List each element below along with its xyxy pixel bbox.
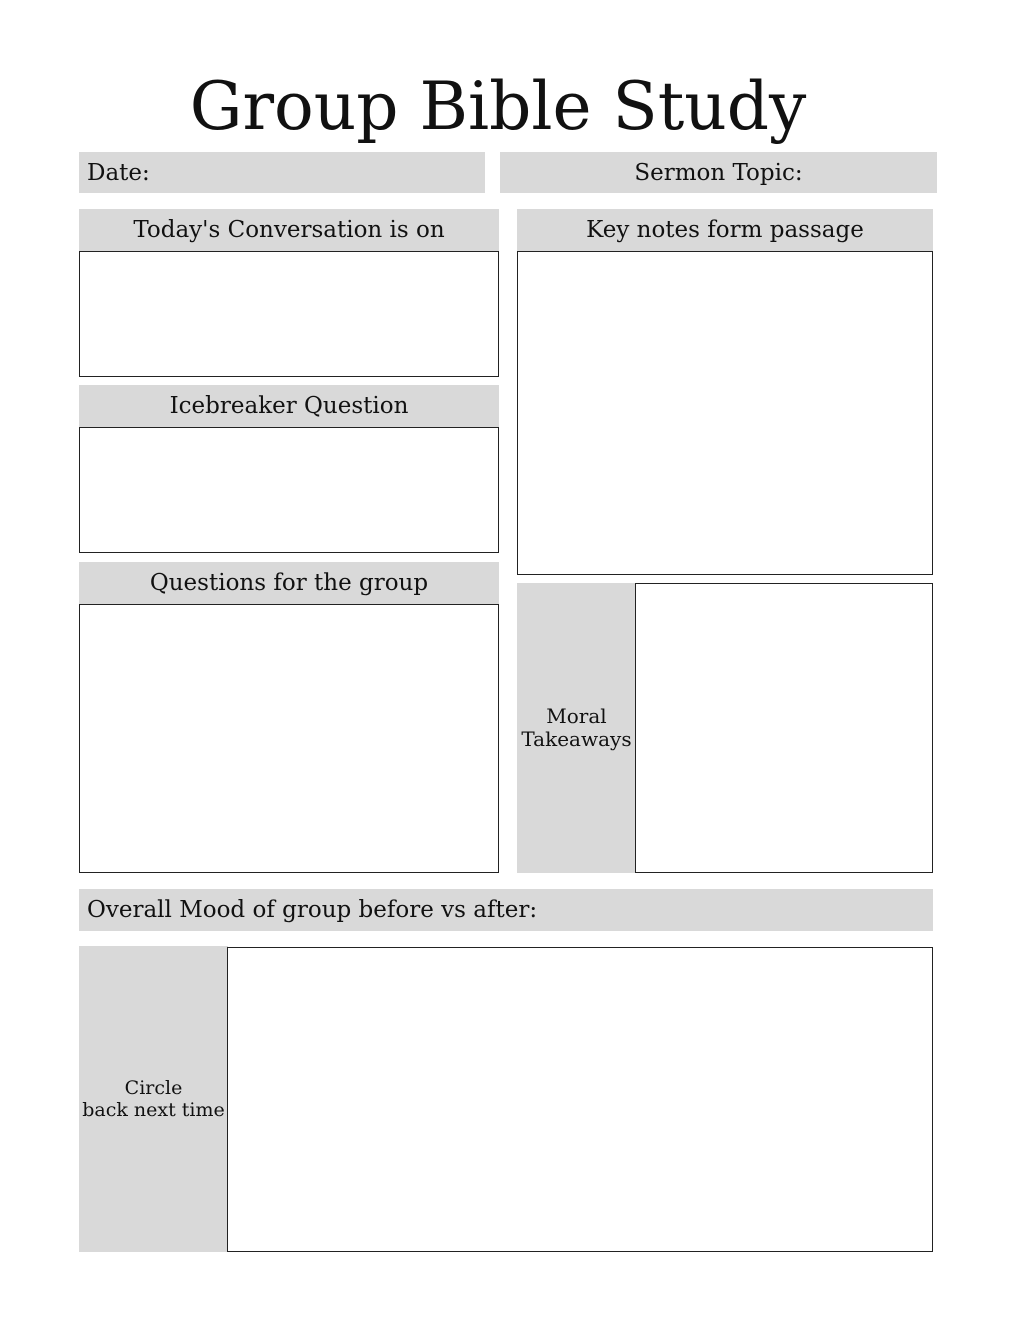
circle-back-label-panel xyxy=(79,946,228,1252)
sermon-topic-label: Sermon Topic: xyxy=(634,160,803,186)
conversation-header xyxy=(79,209,499,251)
sermon-topic-bar xyxy=(500,152,937,193)
conversation-field[interactable] xyxy=(79,251,499,377)
date-label-bar xyxy=(79,152,485,193)
mood-label: Overall Mood of group before vs after: xyxy=(87,897,538,923)
mood-bar xyxy=(79,889,933,931)
questions-label: Questions for the group xyxy=(149,570,429,596)
moral-takeaways-field[interactable] xyxy=(635,583,933,873)
icebreaker-field[interactable] xyxy=(79,427,499,553)
conversation-label: Today's Conversation is on xyxy=(133,217,445,243)
moral-takeaways-label-line2: Takeaways xyxy=(521,727,632,751)
circle-back-field[interactable] xyxy=(227,947,933,1252)
moral-takeaways-label-line1: Moral xyxy=(546,704,607,728)
moral-takeaways-label-panel xyxy=(517,583,636,873)
key-notes-field[interactable] xyxy=(517,251,933,575)
circle-back-label-line2: back next time xyxy=(82,1099,225,1121)
questions-header xyxy=(79,562,499,604)
page-title: Group Bible Study xyxy=(189,68,807,145)
circle-back-label-line1: Circle xyxy=(124,1077,183,1099)
key-notes-label: Key notes form passage xyxy=(586,217,864,243)
date-label: Date: xyxy=(87,160,150,186)
questions-field[interactable] xyxy=(79,604,499,873)
icebreaker-header xyxy=(79,385,499,427)
icebreaker-label: Icebreaker Question xyxy=(169,393,409,419)
key-notes-header xyxy=(517,209,933,251)
